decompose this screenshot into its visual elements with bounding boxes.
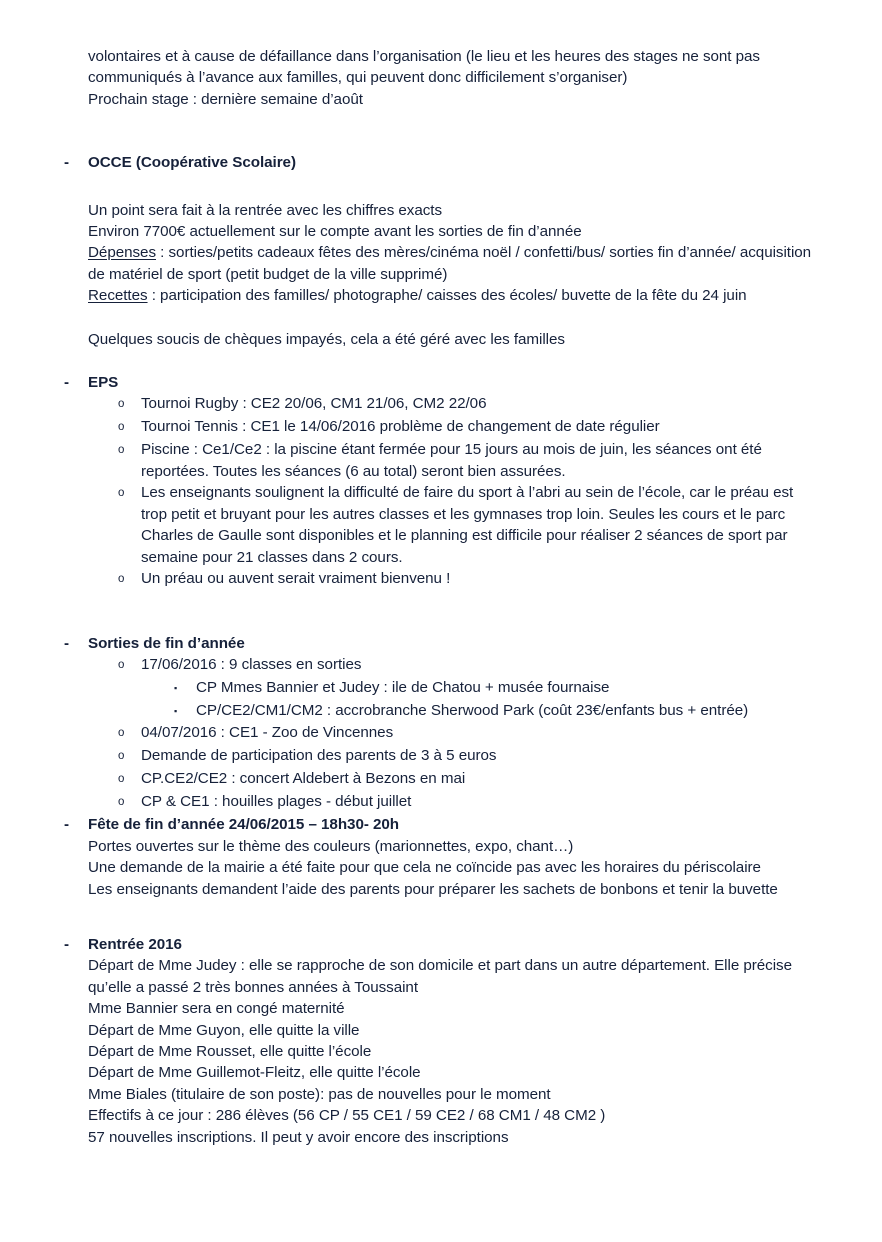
section-occe-heading: OCCE (Coopérative Scolaire) (88, 154, 296, 172)
rentree-line-effectifs: Effectifs à ce jour : 286 élèves (56 CP / 55 CE1 / 59 CE2 / 68 CM1 / 48 CM2 ) (88, 1107, 606, 1125)
rentree-line-mme-biales: Mme Biales (titulaire de son poste): pas de nouvelles pour le moment (88, 1085, 551, 1103)
occe-depenses-line (88, 242, 823, 285)
circle-bullet-icon: o (118, 487, 125, 500)
sorties-item-participation-parents: Demande de participation des parents de 3 à 5 euros (141, 747, 497, 765)
section-rentree-heading: Rentrée 2016 (88, 935, 182, 953)
section-sorties-heading: Sorties de fin d’année (88, 634, 245, 652)
intro-next-stage-line: Prochain stage : dernière semaine d’août (88, 90, 363, 108)
section-occe-heading-row (64, 152, 822, 173)
spacer (60, 174, 820, 200)
dash-bullet-icon: - (64, 634, 70, 652)
circle-bullet-icon: o (118, 572, 125, 585)
list-item (174, 677, 822, 700)
spacer (60, 110, 820, 152)
occe-line-solde-compte: Environ 7700€ actuellement sur le compte avant les sorties de fin d’année (88, 223, 582, 241)
list-item (118, 768, 822, 791)
occe-line-cheques-impayes: Quelques soucis de chèques impayés, cela a été géré avec les familles (88, 330, 565, 348)
circle-bullet-icon: o (118, 727, 125, 740)
rentree-line-bannier-maternite: Mme Bannier sera en congé maternité (88, 1000, 345, 1018)
rentree-line-depart-judey: Départ de Mme Judey : elle se rapproche de son domicile et part dans un autre département. Elle précise qu’elle a passé 2 très bonnes années à Toussaint (88, 957, 792, 996)
intro-paragraph-continuation: volontaires et à cause de défaillance dans l’organisation (le lieu et les heures des stages ne sont pas communiqués à l’avance aux familles, qui peuvent donc difficilement s’organiser) (88, 48, 760, 87)
list-item (118, 791, 822, 814)
section-fete-heading-row (64, 814, 822, 835)
eps-item-piscine: Piscine : Ce1/Ce2 : la piscine étant fermée pour 15 jours au mois de juin, les séances ont été reportées. Toutes les séances (6 au total) seront bien assurées. (141, 441, 762, 480)
spacer (60, 307, 820, 329)
circle-bullet-icon: o (118, 444, 125, 457)
circle-bullet-icon: o (118, 398, 125, 411)
section-eps-heading: EPS (88, 374, 119, 392)
rentree-line-depart-guyon: Départ de Mme Guyon, elle quitte la ville (88, 1021, 360, 1039)
occe-line-point-rentree: Un point sera fait à la rentrée avec les chiffres exacts (88, 201, 443, 219)
square-bullet-icon: ▪ (174, 705, 178, 716)
fete-line-portes-ouvertes: Portes ouvertes sur le thème des couleurs (marionnettes, expo, chant…) (88, 837, 574, 855)
circle-bullet-icon: o (118, 750, 125, 763)
list-item (118, 393, 822, 416)
spacer (60, 350, 820, 372)
dash-bullet-icon: - (64, 154, 70, 172)
section-fete-heading: Fête de fin d’année 24/06/2015 – 18h30- 20h (88, 816, 400, 834)
recettes-text: : participation des familles/ photographe/ caisses des écoles/ buvette de la fête du 24 juin (147, 287, 747, 305)
sorties-item-17-06: 17/06/2016 : 9 classes en sorties (141, 656, 362, 674)
sorties-subitem-sherwood: CP/CE2/CM1/CM2 : accrobranche Sherwood Park (coût 23€/enfants bus + entrée) (196, 701, 749, 719)
eps-item-preau-auvent: Un préau ou auvent serait vraiment bienvenu ! (141, 569, 451, 587)
fete-line-aide-parents: Les enseignants demandent l’aide des parents pour préparer les sachets de bonbons et tenir la buvette (88, 880, 778, 898)
sorties-item-zoo-vincennes: 04/07/2016 : CE1 - Zoo de Vincennes (141, 724, 394, 742)
list-item (118, 654, 822, 677)
recettes-label: Recettes (88, 287, 148, 305)
section-rentree-heading-row (64, 934, 822, 955)
eps-item-rugby: Tournoi Rugby : CE2 20/06, CM1 21/06, CM2 22/06 (141, 395, 487, 413)
section-eps-heading-row (64, 372, 822, 393)
list-item (118, 416, 822, 439)
list-item (174, 700, 822, 723)
list-item (118, 439, 822, 482)
dash-bullet-icon: - (64, 374, 70, 392)
document-body (60, 46, 820, 1148)
sorties-subitem-chatou: CP Mmes Bannier et Judey : ile de Chatou + musée fournaise (196, 679, 610, 697)
section-sorties-heading-row (64, 633, 822, 654)
list-item (118, 745, 822, 768)
sorties-item-concert-aldebert: CP.CE2/CE2 : concert Aldebert à Bezons en mai (141, 770, 466, 788)
circle-bullet-icon: o (118, 773, 125, 786)
occe-recettes-line (88, 285, 823, 306)
circle-bullet-icon: o (118, 421, 125, 434)
list-item (118, 722, 822, 745)
dash-bullet-icon: - (64, 816, 70, 834)
circle-bullet-icon: o (118, 796, 125, 809)
rentree-line-nouvelles-inscriptions: 57 nouvelles inscriptions. Il peut y avoir encore des inscriptions (88, 1128, 509, 1146)
spacer (60, 591, 820, 633)
sorties-item-houilles-plages: CP & CE1 : houilles plages - début juillet (141, 793, 412, 811)
circle-bullet-icon: o (118, 659, 125, 672)
fete-line-demande-mairie: Une demande de la mairie a été faite pour que cela ne coïncide pas avec les horaires du périscolaire (88, 859, 761, 877)
rentree-line-depart-guillemot-fleitz: Départ de Mme Guillemot-Fleitz, elle quitte l’école (88, 1064, 421, 1082)
rentree-line-depart-rousset: Départ de Mme Rousset, elle quitte l’école (88, 1042, 372, 1060)
eps-item-difficulte-sport: Les enseignants soulignent la difficulté de faire du sport à l’abri au sein de l’école, car le préau est trop petit et bruyant pour les autres classes et les gymnases trop loin. Seules les cours et le parc Charles de Gaulle sont disponibles et le planning est difficile pour réaliser 2 séances de sport par semaine pour 21 classes dans 2 cours. (141, 484, 794, 566)
dash-bullet-icon: - (64, 935, 70, 953)
spacer (60, 900, 820, 934)
list-item (118, 568, 822, 591)
square-bullet-icon: ▪ (174, 683, 178, 694)
depenses-label: Dépenses (88, 244, 156, 262)
eps-item-tennis: Tournoi Tennis : CE1 le 14/06/2016 problème de changement de date régulier (141, 418, 660, 436)
list-item (118, 482, 822, 568)
depenses-text: : sorties/petits cadeaux fêtes des mères/cinéma noël / confetti/bus/ sorties fin d’année/ acquisition de matériel de sport (petit budget de la ville supprimé) (88, 244, 812, 283)
